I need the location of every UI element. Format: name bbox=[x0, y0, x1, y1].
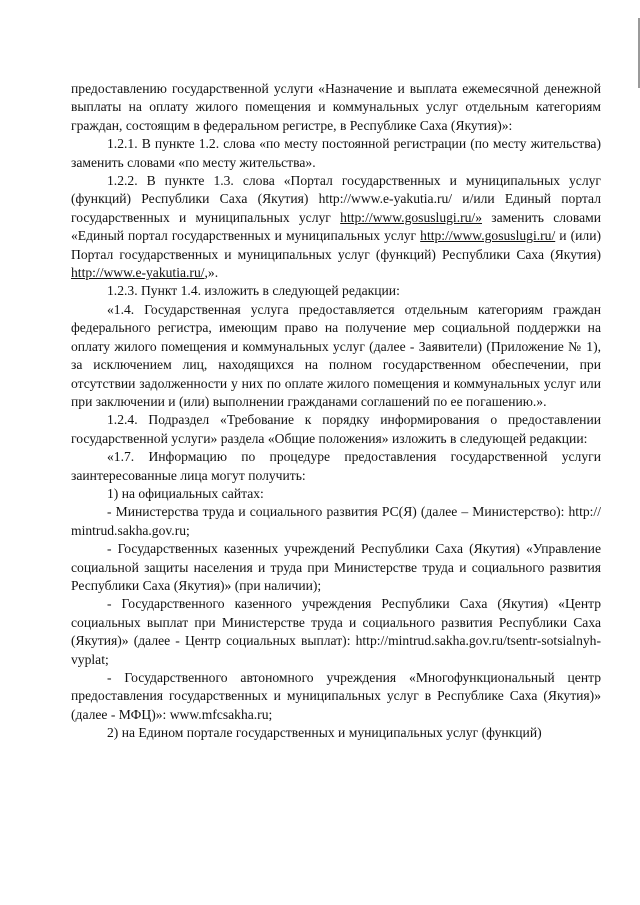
paragraph-1-2-3 bbox=[71, 282, 601, 300]
e-yakutia-link[interactable]: http://www.e-yakutia.ru/ bbox=[71, 265, 205, 281]
paragraph-text: предоставлению государственной услуги «Назначение и выплата ежемесячной денежной выплаты на оплату жилого помещения и коммунальных услуг отдельным категориям граждан, состоящим в федеральном регистре, в Республике Саха (Якутия)»: bbox=[71, 81, 601, 133]
paragraph-1-2-1 bbox=[71, 135, 601, 172]
list-item-mfc bbox=[71, 669, 601, 724]
gosuslugi-link[interactable]: http://www.gosuslugi.ru/» bbox=[340, 209, 482, 225]
paragraph-text: заменить словами «Единый портал государственных и муниципальных услуг bbox=[71, 209, 601, 244]
paragraph-text: «1.7. Информацию по процедуре предоставления государственной услуги заинтересованные лица могут получить: bbox=[71, 449, 601, 483]
paragraph-text: 1.2.4. Подраздел «Требование к порядку информирования о предоставлении государственной услуги» раздела «Общие положения» изложить в следующей редакции: bbox=[71, 412, 601, 446]
paragraph-intro bbox=[71, 80, 601, 135]
paragraph-text: - Министерства труда и социального развития РС(Я) (далее – Министерство): http:// mintrud.sakha.gov.ru; bbox=[71, 504, 601, 538]
list-item-state-institutions bbox=[71, 540, 601, 595]
list-item-unified-portal bbox=[71, 724, 601, 742]
list-item-official-sites bbox=[71, 485, 601, 503]
paragraph-1-2-2 bbox=[71, 172, 601, 282]
document-page bbox=[71, 80, 601, 743]
list-item-payment-center bbox=[71, 595, 601, 669]
paragraph-text: 1.2.3. Пункт 1.4. изложить в следующей редакции: bbox=[107, 283, 400, 299]
gosuslugi-link[interactable]: http://www.gosuslugi.ru/ bbox=[420, 228, 556, 244]
paragraph-text: - Государственного казенного учреждения Республики Саха (Якутия) «Центр социальных выплат при Министерстве труда и социального развития Республики Саха (Якутия)» (далее - Центр социальных выплат): http://mintrud.sakha.gov.ru/tsentr-sotsialnyh-vyplat; bbox=[71, 596, 601, 667]
paragraph-text: и (или) Портал государственных и муниципальных услуг (функций) Республики Саха (Якутия) bbox=[71, 228, 601, 262]
paragraph-1-4 bbox=[71, 301, 601, 411]
paragraph-text: 1) на официальных сайтах: bbox=[107, 485, 264, 501]
paragraph-text: «1.4. Государственная услуга предоставляется отдельным категориям граждан федерального регистра, имеющим право на получение мер социальной поддержки на оплату жилого помещения и коммунальных услуг (далее - Заявители) (Приложение № 1), за исключением лиц, находящихся на полном государственном обеспечении, при отсутствии задолженности у них по оплате жилого помещения и коммунальных услуг или при заключении и (или) выполнении гражданами соглашений по ее погашению.». bbox=[71, 301, 601, 409]
paragraph-text: 1.2.1. В пункте 1.2. слова «по месту постоянной регистрации (по месту жительства) заменить словами «по месту жительства». bbox=[71, 136, 601, 170]
paragraph-1-7 bbox=[71, 448, 601, 485]
paragraph-text: ,». bbox=[204, 265, 219, 281]
paragraph-1-2-4 bbox=[71, 411, 601, 448]
paragraph-text: - Государственного автономного учреждения «Многофункциональный центр предоставления государственных и муниципальных услуг в Республике Саха (Якутия)» (далее - МФЦ)»: www.mfcsakha.ru; bbox=[71, 670, 601, 722]
list-item-ministry bbox=[71, 503, 601, 540]
paragraph-text: 1.2.2. В пункте 1.3. слова «Портал государственных и муниципальных услуг (функций) Республики Саха (Якутия) http://www.e-yakutia.ru/ и/или Единый портал государственных и муниципальных услуг bbox=[71, 173, 601, 225]
paragraph-text: 2) на Едином портале государственных и муниципальных услуг (функций) bbox=[107, 725, 542, 741]
paragraph-text: - Государственных казенных учреждений Республики Саха (Якутия) «Управление социальной защиты населения и труда при Министерстве труда и социального развития Республики Саха (Якутия)» (при наличии); bbox=[71, 541, 601, 593]
